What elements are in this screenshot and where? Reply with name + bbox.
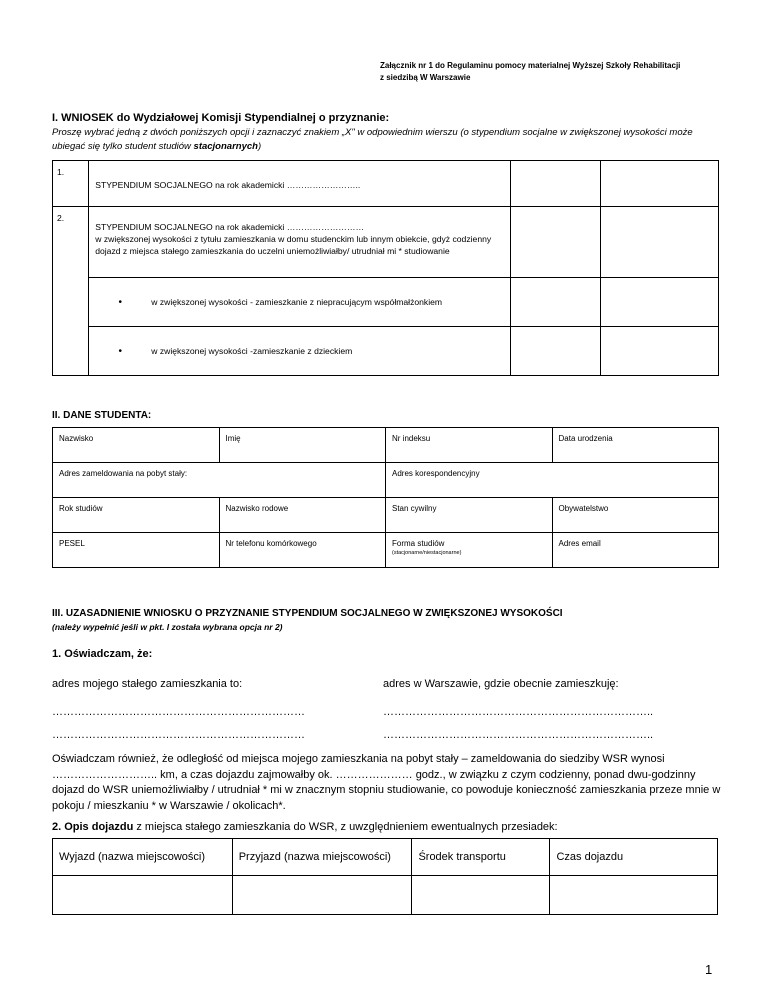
sub2-extra-cell[interactable]	[601, 326, 718, 375]
permanent-address-line1[interactable]: ……………………………………………………………	[52, 706, 305, 718]
departure-input-cell[interactable]	[53, 876, 233, 915]
civil-status-field[interactable]: Stan cywilny	[386, 498, 553, 533]
address-registration-field[interactable]: Adres zameldowania na pobyt stały:	[53, 463, 386, 498]
section3-subtitle: (należy wypełnić jeśli w pkt. I została wybrana opcja nr 2)	[52, 622, 283, 632]
page-number: 1	[705, 962, 713, 977]
dob-field[interactable]: Data urodzenia	[552, 428, 719, 463]
commute-heading	[52, 821, 558, 833]
study-year-field[interactable]: Rok studiów	[53, 498, 220, 533]
section1-intro	[52, 126, 722, 154]
commute-heading-bold: 2. Opis dojazdu	[52, 821, 134, 833]
intro-end: )	[257, 141, 262, 152]
citizenship-field[interactable]: Obywatelstwo	[552, 498, 719, 533]
student-data-table	[52, 427, 719, 568]
address-correspondence-field[interactable]: Adres korespondencyjny	[386, 463, 719, 498]
option2-extra-col	[600, 207, 718, 376]
sub-option-child-label: w zwiększonej wysokości -zamieszkanie z dzieckiem	[151, 346, 353, 356]
study-form-label: Forma studiów	[392, 539, 445, 548]
attachment-header-line2: z siedzibą W Warszawie	[380, 73, 471, 82]
permanent-address-label: adres mojego stałego zamieszkania to:	[52, 678, 243, 690]
bullet: •	[118, 345, 122, 357]
name-field[interactable]: Imię	[219, 428, 386, 463]
transport-input-cell[interactable]	[412, 876, 550, 915]
sub1-extra-cell[interactable]	[601, 277, 718, 326]
warsaw-address-line2[interactable]: ………………………………………………………………..	[383, 729, 654, 741]
col-departure: Wyjazd (nazwa miejscowości)	[53, 839, 233, 876]
study-form-note: (stacjonarne/niestacjonarne)	[392, 550, 462, 556]
warsaw-address-line1[interactable]: ………………………………………………………………..	[383, 706, 654, 718]
time-input-cell[interactable]	[550, 876, 718, 915]
email-field[interactable]: Adres email	[552, 533, 719, 568]
option1-text: STYPENDIUM SOCJALNEGO na rok akademicki ……………………..	[89, 161, 511, 207]
arrival-input-cell[interactable]	[232, 876, 412, 915]
permanent-address-line2[interactable]: ……………………………………………………………	[52, 729, 305, 741]
distance-declaration: Oświadczam również, że odległość od miejsca mojego zamieszkania na pobyt stały – zameldowania do siedziby WSR wynosi ……………………….. km, a czas dojazdu zajmowałby ok. ………………… godz., w związku z czym codzienny, ponad dwu-godzinny dojazd do WSR uniemożliwiałby / utrudniał * mi w znacznym stopniu studiowanie, co powoduje konieczność zamieszkania przeze mnie w pokoju / mieszkaniu * w Warszawie / okolicach*.	[52, 753, 721, 812]
intro-bold: stacjonarnych	[193, 141, 258, 152]
index-field[interactable]: Nr indeksu	[386, 428, 553, 463]
pesel-field[interactable]: PESEL	[53, 533, 220, 568]
commute-table	[52, 838, 718, 915]
declaration-heading: 1. Oświadczam, że:	[52, 648, 153, 660]
section2-title: II. DANE STUDENTA:	[52, 410, 152, 421]
option1-extra-cell[interactable]	[600, 161, 718, 207]
intro-text: Proszę wybrać jedną z dwóch poniższych opcji i zaznaczyć znakiem „X" w odpowiednim wierszu (o stypendium socjalne w zwiększonej wysokości może ubiegać się tylko student studiów	[52, 127, 693, 152]
option2-number: 2.	[53, 207, 89, 376]
section3-title: III. UZASADNIENIE WNIOSKU O PRZYZNANIE STYPENDIUM SOCJALNEGO W ZWIĘKSZONEJ WYSOKOŚCI	[52, 608, 563, 619]
option2-mark-cell[interactable]	[601, 207, 718, 277]
study-form-field[interactable]	[386, 533, 553, 568]
sub-option-child	[89, 326, 510, 375]
option1-mark-cell[interactable]	[510, 161, 600, 207]
commute-heading-rest: z miejsca stałego zamieszkania do WSR, z uwzględnieniem ewentualnych przesiadek:	[133, 821, 558, 833]
sub2-mark-cell[interactable]	[511, 326, 600, 375]
phone-field[interactable]: Nr telefonu komórkowego	[219, 533, 386, 568]
option2-block	[89, 207, 511, 376]
col-time: Czas dojazdu	[550, 839, 718, 876]
attachment-header-line1: Załącznik nr 1 do Regulaminu pomocy materialnej Wyższej Szkoły Rehabilitacji	[380, 61, 681, 70]
option2-line2: w zwiększonej wysokości z tytułu zamieszkania w domu studenckim lub innym obiekcie, gdyż codzienny dojazd z miejsca stałego zamieszkania do uczelni uniemożliwiałby/ utrudniał mi * studiowanie	[95, 234, 492, 256]
bullet: •	[118, 296, 122, 308]
option2-mark-col	[510, 207, 600, 376]
attachment-header	[380, 60, 680, 84]
warsaw-address-label: adres w Warszawie, gdzie obecnie zamieszkuję:	[383, 678, 619, 690]
section1-title: I. WNIOSEK do Wydziałowej Komisji Stypendialnej o przyznanie:	[52, 112, 390, 124]
option2-line1: STYPENDIUM SOCJALNEGO na rok akademicki ………………………	[95, 222, 365, 232]
sub-option-spouse-label: w zwiększonej wysokości - zamieszkanie z niepracującym współmałżonkiem	[151, 297, 443, 307]
sub-option-spouse	[89, 277, 510, 326]
maiden-name-field[interactable]: Nazwisko rodowe	[219, 498, 386, 533]
sub1-mark-cell[interactable]	[511, 277, 600, 326]
col-arrival: Przyjazd (nazwa miejscowości)	[232, 839, 412, 876]
option1-number: 1.	[53, 161, 89, 207]
surname-field[interactable]: Nazwisko	[53, 428, 220, 463]
application-options-table	[52, 160, 719, 376]
col-transport: Środek transportu	[412, 839, 550, 876]
